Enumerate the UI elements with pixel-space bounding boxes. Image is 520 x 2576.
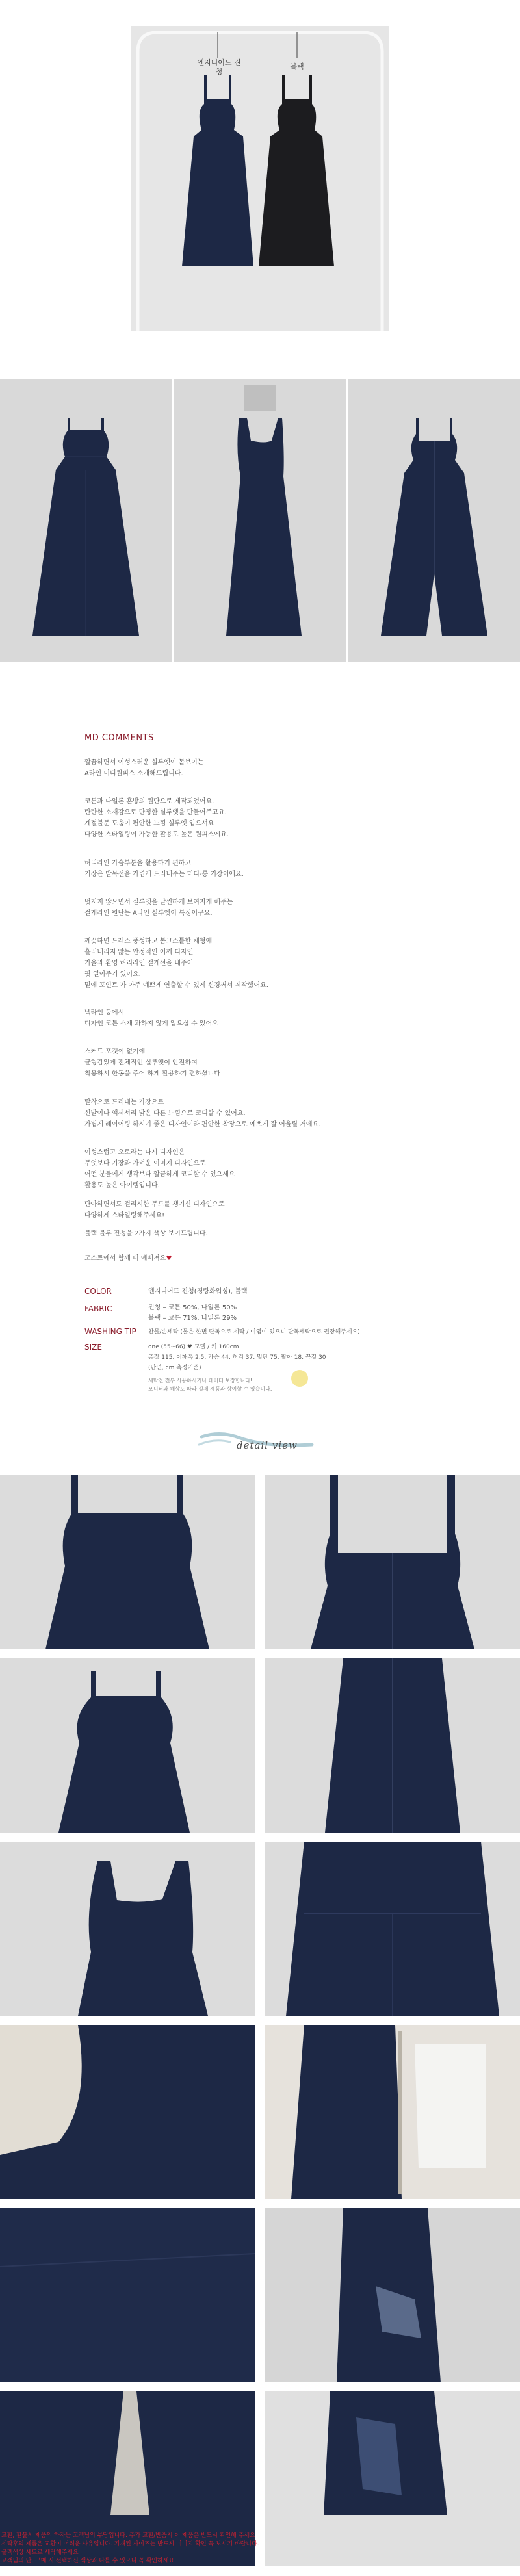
md-paragraph-7: 스커트 포켓이 없기에 균형감있게 전체적인 실루엣이 안전하여 착용하시 한동을 주어 하게 활용하기 편하셨니다: [84, 1048, 221, 1077]
fabric-value: 진청 – 코튼 50%, 나일론 50% 블랙 – 코튼 71%, 나일론 29%: [148, 1304, 237, 1322]
md-paragraph-6: 넥라인 등에서 디자인 코튼 소재 과하지 않게 입으실 수 있어요: [84, 1009, 218, 1027]
md-paragraph-10: 단아하면서도 걸리시한 무드를 챙기신 디자인으로 다양하게 스타일링해주세요!: [84, 1201, 225, 1219]
detail-view-text: detail view: [237, 1439, 298, 1451]
size-value: one (55~66) ♥ 모델 / 키 160cm 총장 115, 어깨폭 2.5, 가슴 44, 허리 37, 밑단 75, 팔아 18, 끈길 30 (단면, cm 측정기준): [148, 1344, 326, 1371]
detail-photo-side-armhole: [0, 1842, 255, 2016]
highlight-dot: [291, 1370, 308, 1387]
washing-tip-value: 찬물/손세탁 (물은 한번 단독으로 세탁 / 이염이 있으니 단독세탁으로 권장해주세요): [148, 1329, 360, 1335]
md-paragraph-1: 깔끔하면서 여성스러운 실루엣이 돋보이는 A라인 미디원피스 소개해드립니다.: [84, 759, 204, 777]
detail-view-banner: [195, 1425, 325, 1464]
hero-rack-illustration: [131, 26, 389, 331]
md-paragraph-9: 여성스럽고 오로라는 나시 디자인은 무엇보다 기장과 가벼운 이미지 디자인으로 어떤 분들에게 생각보다 깔끔하게 코디할 수 있으세요 활용도 높은 아이템입니다.: [84, 1149, 235, 1189]
md-paragraph-3: 허리라인 가슴부분을 활용하기 편하고 기장은 발목선을 가볍게 드러내주는 미디-롱 기장이에요.: [84, 860, 244, 878]
front-view-photo: [0, 379, 172, 662]
md-paragraph-4: 멋지지 않으면서 실루엣을 날씬하게 보여지게 해주는 절개라인 원단는 A라인 실루엣이 특징이구요.: [84, 899, 233, 917]
color-value: 엔지니어드 진청(경량화워싱), 블랙: [148, 1288, 248, 1295]
back-view-photo: [348, 379, 520, 662]
hero-photo: [131, 26, 389, 331]
detail-photo-armhole-closeup: [0, 2025, 255, 2199]
detail-photo-zipper: [265, 2025, 520, 2199]
md-paragraph-11: 블랙 블루 진청을 2가지 색상 보여드립니다.: [84, 1230, 208, 1237]
detail-photo-skirt-back: [265, 1658, 520, 1833]
color-label: COLOR: [84, 1287, 112, 1296]
detail-photo-front-neckline: [0, 1475, 255, 1649]
md-paragraph-2: 코튼과 나일론 혼방의 원단으로 제작되었어요. 탄탄한 소재감으로 단정한 실루엣을 만들어주고요. 계절불문 도움이 편안한 느낌 실루엣 입으셔요 다양한 스타일링이 가능한 활용도 높은 원피스에요.: [84, 798, 229, 838]
return-notice: 교환, 환불시 제품의 하자는 고객님의 부담입니다. 추가 교환/반품시 이 제품은 반드시 확인해 주세요 세탁후의 제품은 교환이 어려운 사유입니다. 기재된 사이즈는 반드시 이미지 확인 꼭 보시기 바랍니다. 블랙색상 세트로 세탁해주세요 고객님의 단, 구매 시 선택하신 색상과 다를 수 있으니 꼭 확인하세요.: [1, 2532, 259, 2564]
washing-tip-label: WASHING TIP: [84, 1327, 136, 1336]
md-comments-title: MD COMMENTS: [84, 733, 154, 743]
hero-tag-black: 블랙: [290, 62, 304, 71]
hero-tag-navy: 엔지니어드 진청: [197, 58, 241, 76]
fabric-label: FABRIC: [84, 1304, 112, 1313]
three-view-photos: [0, 379, 520, 662]
size-label: SIZE: [84, 1343, 102, 1352]
md-paragraph-8: 탈착으로 드러내는 가장으로 신발이나 액세서리 밝은 다른 느낌으로 코디할 수 있어요. 가볍게 레이어링 하시기 좋은 디자인이라 편안한 착장으로 예쁘게 잘 어울릴 거에요.: [84, 1099, 321, 1128]
md-paragraph-5: 깨끗하면 드레스 풍성하고 봄그스틀한 체형에 흘러내리지 않는 안정적인 어깨 디자인 가을과 환영 허리라인 절개선을 내주어 핏 열이주기 있어요. 밑에 포인트 가 아주 예쁘게 연출할 수 있게 신경써서 제작했어요.: [84, 938, 268, 989]
detail-photo-front-angle: [0, 1658, 255, 1833]
detail-photo-inner-hem: [265, 2208, 520, 2382]
heart-icon: ♥: [166, 1255, 172, 1262]
md-paragraph-12: [84, 1253, 422, 1264]
detail-photo-back-neckline: [265, 1475, 520, 1649]
detail-photo-waist-seam: [265, 1842, 520, 2016]
spec-note: 세탁전 전부 사용하시거나 데이터 보장합니다! 모니터와 해상도 따라 실제 제품과 상이할 수 있습니다.: [148, 1378, 272, 1392]
md-closing-text: 모스트에서 함께 더 예뻐져요: [84, 1255, 166, 1262]
detail-photo-fabric: [0, 2208, 255, 2382]
side-view-photo: [174, 379, 346, 662]
